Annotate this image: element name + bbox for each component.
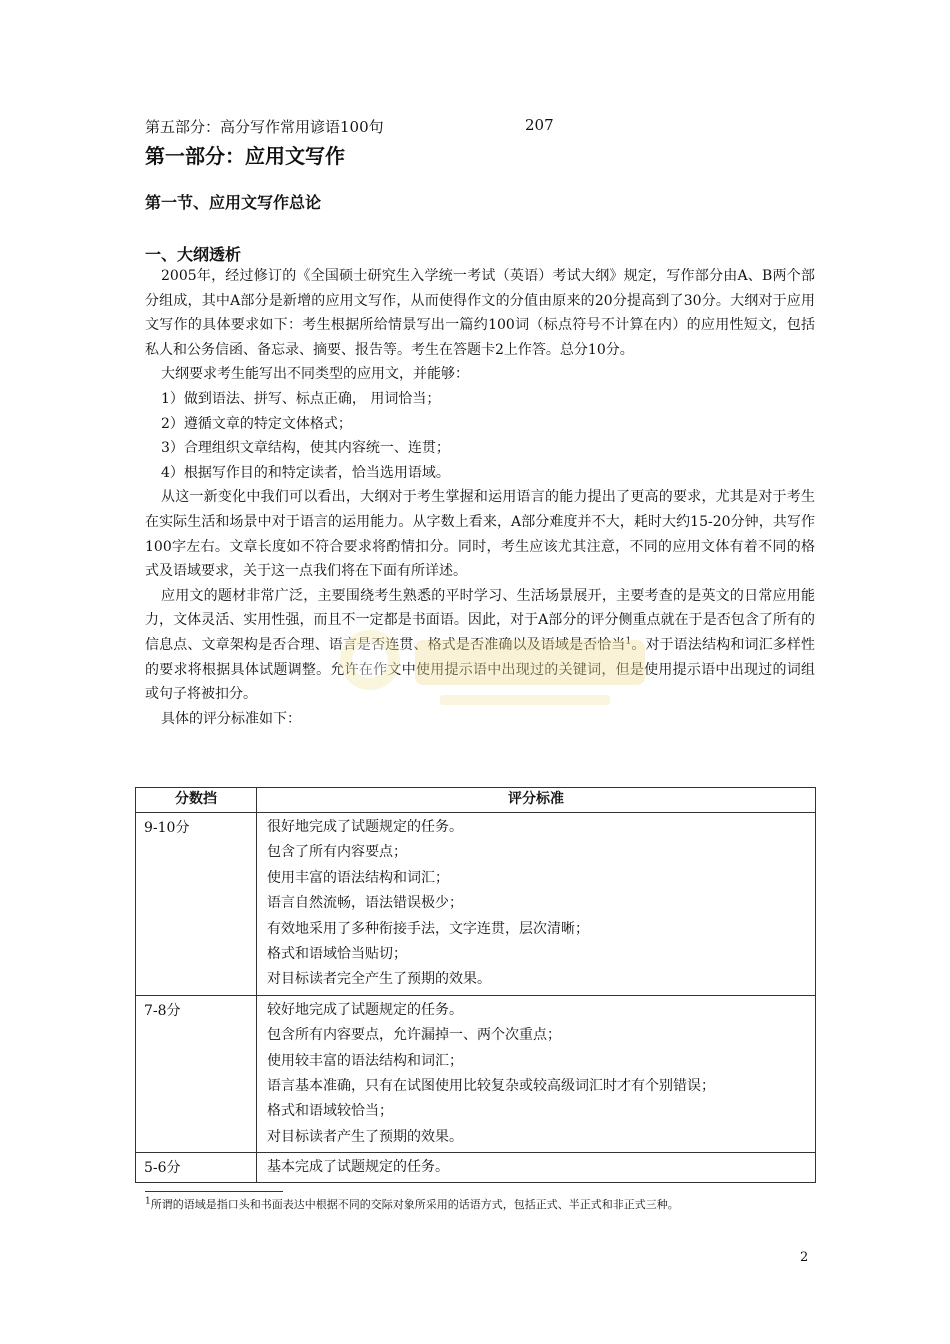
list-item: 3）合理组织文章结构，使其内容统一、连贯； <box>161 440 450 457</box>
body-text <box>145 264 815 731</box>
section-heading: 第一节、应用文写作总论 <box>145 193 322 212</box>
footnote-separator <box>145 1191 283 1192</box>
score-band: 9-10分 <box>136 813 257 996</box>
criteria-cell <box>257 995 816 1152</box>
criteria-line: 使用丰富的语法结构和词汇； <box>267 869 449 886</box>
criteria-line: 使用较丰富的语法结构和词汇； <box>267 1052 463 1069</box>
paragraph-5: 具体的评分标准如下： <box>161 710 301 727</box>
list-item: 4）根据写作目的和特定读者，恰当选用语域。 <box>161 464 450 481</box>
criteria-line: 有效地采用了多种衔接手法，文字连贯，层次清晰； <box>267 920 589 937</box>
criteria-line: 语言自然流畅，语法错误极少； <box>267 895 463 912</box>
criteria-line: 格式和语域恰当贴切； <box>267 945 407 962</box>
list-item: 1）做到语法、拼写、标点正确， 用词恰当； <box>161 390 441 407</box>
paragraph-3: 从这一新变化中我们可以看出，大纲对于考生掌握和运用语言的能力提出了更高的要求，尤其是对于考生在实际生活和场景中对于语言的运用能力。从字数上看来，A部分难度并不大，耗时大约15-20分钟，共写作100字左右。文章长度如不符合要求将酌情扣分。同时，考生应该尤其注意，不同的应用文体有着不同的格式及语域要求，关于这一点我们将在下面有所详述。 <box>145 489 815 580</box>
subsection-heading: 一、大纲透析 <box>145 245 242 264</box>
criteria-line: 包含了所有内容要点； <box>267 844 407 861</box>
score-band: 7-8分 <box>136 995 257 1152</box>
footnote-reference[interactable]: 1 <box>625 636 632 647</box>
paragraph-4-part-b: 。对于语法结构和词汇多样性的要求将根据具体试题调整。允许在作文中使用提示语中出现过的关键词，但是使用提示语中出现过的词组或句子将被扣分。 <box>145 636 815 703</box>
table-row <box>136 813 816 996</box>
criteria-line: 基本完成了试题规定的任务。 <box>267 1159 449 1176</box>
toc-page-number: 207 <box>525 116 554 134</box>
paragraph-4-part-a: 应用文的题材非常广泛，主要围绕考生熟悉的平时学习、生活场景展开，主要考查的是英文的日常应用能力，文体灵活、实用性强，而且不一定都是书面语。因此，对于A部分的评分侧重点就在于是否包含了所有的信息点、文章架构是否合理、语言是否连贯、格式是否准确以及语域是否恰当 <box>145 587 815 653</box>
part-heading: 第一部分：应用文写作 <box>145 144 345 168</box>
table-row <box>136 1153 816 1183</box>
paragraph-2: 大纲要求考生能写出不同类型的应用文，并能够： <box>161 366 469 383</box>
score-band: 5-6分 <box>136 1153 257 1183</box>
criteria-line: 较好地完成了试题规定的任务。 <box>267 1001 463 1018</box>
criteria-cell <box>257 1153 816 1183</box>
criteria-line: 对目标读者完全产生了预期的效果。 <box>267 971 491 988</box>
toc-label: 第五部分：高分写作常用谚语100句 <box>145 118 384 136</box>
column-header-criteria: 评分标准 <box>257 788 816 813</box>
table-header-row <box>136 788 816 813</box>
paragraph-4 <box>145 584 815 707</box>
footnote <box>145 1197 815 1213</box>
list-item: 2）遵循文章的特定文体格式； <box>161 415 352 432</box>
criteria-cell <box>257 813 816 996</box>
criteria-line: 格式和语域较恰当； <box>267 1103 393 1120</box>
footnote-mark: 1 <box>145 1196 151 1207</box>
criteria-line: 对目标读者产生了预期的效果。 <box>267 1128 463 1145</box>
paragraph-1: 2005年，经过修订的《全国硕士研究生入学统一考试（英语）考试大纲》规定，写作部分由A、B两个部分组成，其中A部分是新增的应用文写作，从而使得作文的分值由原来的20分提高到了30分。大纲对于应用文写作的具体要求如下：考生根据所给情景写出一篇约100词（标点符号不计算在内）的应用性短文，包括私人和公务信函、备忘录、摘要、报告等。考生在答题卡2上作答。总分10分。 <box>145 268 815 358</box>
footnote-text: 所谓的语域是指口头和书面表达中根据不同的交际对象所采用的话语方式，包括正式、半正式和非正式三种。 <box>150 1198 679 1211</box>
grading-table <box>135 787 816 1183</box>
column-header-score: 分数挡 <box>136 788 257 813</box>
toc-entry[interactable] <box>145 116 665 138</box>
table-row <box>136 995 816 1152</box>
criteria-line: 语言基本准确，只有在试图使用比较复杂或较高级词汇时才有个别错误； <box>267 1077 715 1094</box>
criteria-line: 很好地完成了试题规定的任务。 <box>267 819 463 835</box>
criteria-line: 包含所有内容要点，允许漏掉一、两个次重点； <box>267 1027 561 1044</box>
page-number: 2 <box>800 1250 809 1265</box>
